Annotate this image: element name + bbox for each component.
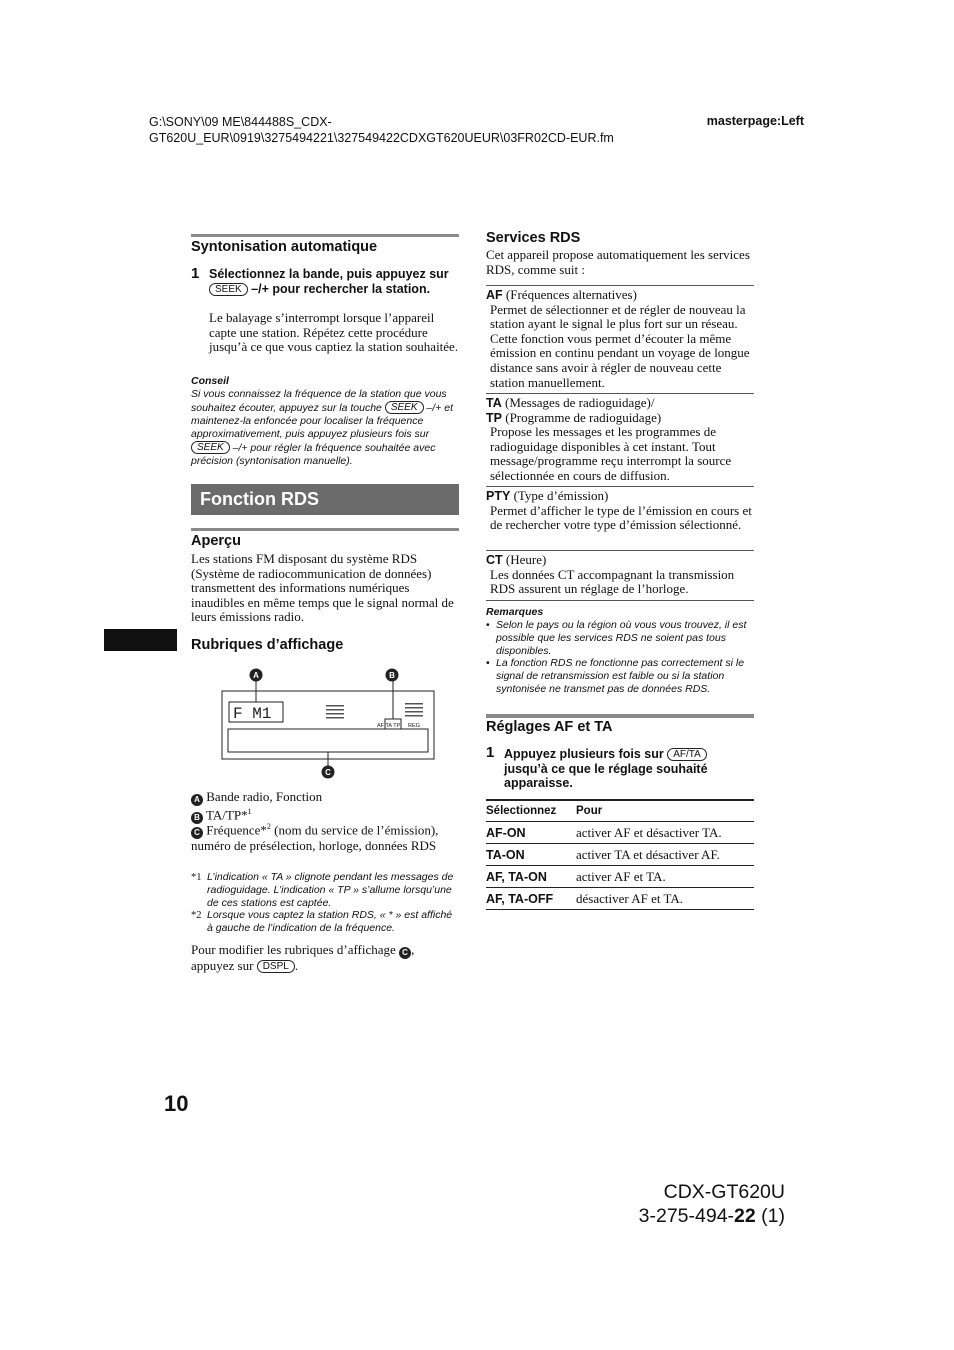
footnote-1-mark: *1 bbox=[191, 872, 202, 883]
service-label-pty: (Type d’émission) bbox=[510, 488, 609, 503]
footnote-2-text: Lorsque vous captez la station RDS, « * » est affiché à gauche de l’indication de la fréquence. bbox=[207, 909, 453, 934]
footnote-2 bbox=[191, 909, 459, 935]
legend-text-a: Bande radio, Fonction bbox=[206, 789, 323, 804]
modify-text-1: Pour modifier les rubriques d’affichage bbox=[191, 942, 396, 957]
modify-text-2: , appuyez sur bbox=[191, 942, 415, 973]
step-text-a: Sélectionnez la bande, puis appuyez sur bbox=[209, 267, 449, 281]
afta-step-text-a: Appuyez plusieurs fois sur bbox=[504, 747, 664, 761]
legend-marker-b: B bbox=[191, 812, 203, 824]
remark-item: • La fonction RDS ne fonctionne pas correctement si le signal de retransmission est faible ou si la station syntonisée ne transmet pas de données RDS. bbox=[486, 657, 754, 696]
legend-marker-a: A bbox=[191, 794, 203, 806]
tip-title: Conseil bbox=[191, 375, 229, 387]
service-item-af bbox=[486, 288, 754, 390]
callout-c-letter: C bbox=[325, 768, 331, 777]
masterpage-label: masterpage:Left bbox=[706, 114, 804, 128]
step-number: 1 bbox=[486, 744, 495, 761]
afta-step-text-b: jusqu’à ce que le réglage souhaité apparaisse. bbox=[504, 761, 708, 790]
remarks-title: Remarques bbox=[486, 606, 544, 618]
display-frame bbox=[222, 691, 434, 759]
af-ta-tp-indicator: AF TA TP bbox=[377, 723, 401, 729]
table-header-row bbox=[486, 800, 754, 822]
tip-text-1: Si vous connaissez la fréquence de la station que vous souhaitez écouter, appuyez sur la touche bbox=[191, 388, 447, 414]
display-band-text: F M1 bbox=[233, 705, 272, 723]
service-desc-ta-tp: Propose les messages et les programmes de radioguidage disponibles à cet instant. Tout message/programme reçu interrompt la source sélectionnée en cours de diffusion. bbox=[490, 424, 732, 483]
table-cell-effect: activer AF et TA. bbox=[576, 866, 754, 888]
afta-step-instruction bbox=[504, 747, 754, 791]
service-label-tp: (Programme de radioguidage) bbox=[501, 409, 662, 425]
display-heading: Rubriques d’affichage bbox=[191, 637, 344, 653]
service-divider bbox=[486, 550, 754, 551]
legend-text-b: TA/TP* bbox=[206, 807, 248, 823]
service-item-ta-tp bbox=[486, 396, 754, 484]
table-cell-setting: AF, TA-OFF bbox=[486, 888, 576, 910]
model-code bbox=[639, 1204, 785, 1228]
step-instruction bbox=[209, 267, 459, 296]
legend-item-c bbox=[191, 820, 459, 854]
display-text-area bbox=[228, 729, 428, 752]
tip-text-3: –/+ pour régler la fréquence souhaitée avec précision (syntonisation manuelle). bbox=[191, 442, 436, 467]
callout-a-letter: A bbox=[253, 671, 259, 680]
step-number: 1 bbox=[191, 265, 200, 282]
legend-sup-c: 2 bbox=[266, 822, 271, 831]
service-key-ta: TA bbox=[486, 396, 502, 410]
service-key-tp: TP bbox=[486, 410, 502, 425]
remark-text-2: La fonction RDS ne fonctionne pas correctement si le signal de retransmission est faible ou si la station syntonisée ne transmet pas de données RDS. bbox=[496, 657, 745, 695]
step-body: Le balayage s’interrompt lorsque l’appareil capte une station. Répétez cette procédure jusqu’à ce que vous captiez la station souhaitée. bbox=[209, 310, 459, 355]
legend-item-a bbox=[191, 790, 459, 806]
service-key-af: AF bbox=[486, 288, 503, 302]
section-rule bbox=[191, 234, 459, 237]
seek-button-label: SEEK bbox=[209, 283, 248, 296]
footnote-2-mark: *2 bbox=[191, 910, 202, 921]
service-desc-af: Permet de sélectionner et de régler de nouveau la station ayant le signal le plus fort sur un réseau. Cette fonction vous permet d’écouter la même émission en continu pendant un voyage de longue distance sans avoir à régler de nouveau cette station manuellement. bbox=[490, 301, 750, 390]
reg-indicator: REG bbox=[408, 723, 420, 729]
service-item-pty bbox=[486, 489, 754, 533]
footnote-1 bbox=[191, 871, 459, 910]
service-divider bbox=[486, 486, 754, 487]
tip-text-2: –/+ et maintenez-la enfoncée pour localiser la fréquence approximativement, puis appuyez plusieurs fois sur bbox=[191, 402, 453, 440]
afta-table-wrap bbox=[486, 799, 754, 910]
table-cell-effect: activer AF et désactiver TA. bbox=[576, 822, 754, 844]
table-row bbox=[486, 888, 754, 910]
rds-services-heading: Services RDS bbox=[486, 230, 581, 246]
legend-text-c1: Fréquence* bbox=[206, 822, 267, 838]
service-label-af: (Fréquences alternatives) bbox=[502, 287, 637, 302]
file-path-line-2: GT620U_EUR\0919\3275494221\327549422CDXGT620UEUR\03FR02CD-EUR.fm bbox=[149, 131, 614, 145]
rds-intro: Cet appareil propose automatiquement les services RDS, comme suit : bbox=[486, 247, 750, 277]
seek-button-label: SEEK bbox=[385, 401, 424, 414]
service-divider bbox=[486, 600, 754, 601]
seek-button-label: SEEK bbox=[191, 441, 230, 454]
model-code-prefix: 3-275-494- bbox=[638, 1205, 735, 1227]
table-header-for: Pour bbox=[576, 800, 754, 822]
afta-table bbox=[486, 799, 754, 910]
table-header-select: Sélectionnez bbox=[486, 800, 576, 822]
remark-text-1: Selon le pays ou la région où vous vous trouvez, il est possible que les services RDS ne soient pas tous disponibles. bbox=[496, 619, 747, 657]
model-code-suffix: (1) bbox=[755, 1205, 785, 1227]
service-divider bbox=[486, 285, 754, 286]
page-number: 10 bbox=[164, 1091, 189, 1116]
segment-block-right bbox=[405, 703, 423, 717]
segment-block-left bbox=[326, 705, 344, 719]
section-rule bbox=[486, 714, 754, 718]
table-cell-setting: AF-ON bbox=[486, 822, 576, 844]
section-banner: Fonction RDS bbox=[191, 484, 459, 515]
legend-sup-b: 1 bbox=[247, 807, 252, 816]
step-text-b: –/+ pour rechercher la station. bbox=[251, 281, 431, 296]
file-path bbox=[149, 114, 669, 146]
table-cell-effect: activer TA et désactiver AF. bbox=[576, 844, 754, 866]
service-divider bbox=[486, 393, 754, 394]
footnote-1-text: L’indication « TA » clignote pendant les messages de radioguidage. L’indication « TP » s’allume lorsqu’une de ces stations est captée. bbox=[207, 871, 454, 909]
model-code-bold: 22 bbox=[734, 1205, 756, 1227]
model-block bbox=[639, 1180, 785, 1228]
service-item-ct bbox=[486, 553, 754, 597]
overview-heading: Aperçu bbox=[191, 533, 241, 549]
table-cell-setting: TA-ON bbox=[486, 844, 576, 866]
legend-text-c2: (nom du service de l’émission), numéro de présélection, horloge, données RDS bbox=[191, 822, 439, 854]
service-key-pty: PTY bbox=[486, 489, 511, 503]
service-label-ct: (Heure) bbox=[502, 552, 547, 567]
service-label-ta: (Messages de radioguidage)/ bbox=[501, 395, 655, 410]
tip-text bbox=[191, 388, 459, 468]
modify-instruction: Pour modifier les rubriques d’affichage C , appuyez sur DSPL . bbox=[191, 942, 415, 973]
table-row bbox=[486, 822, 754, 844]
legend-marker-c: C bbox=[191, 827, 203, 839]
service-desc-pty: Permet d’afficher le type de l’émission en cours et de rechercher votre type d’émission sélectionné. bbox=[490, 502, 752, 533]
dspl-button-label: DSPL bbox=[257, 960, 295, 973]
tuning-heading: Syntonisation automatique bbox=[191, 239, 378, 255]
overview-body: Les stations FM disposant du système RDS (Système de radiocommunication de données) transmettent des informations numériques inaudibles en même temps que le signal normal de leurs émissions radio. bbox=[191, 551, 454, 625]
file-path-line-1: G:\SONY\09 ME\844488S_CDX- bbox=[149, 115, 332, 129]
table-cell-setting: AF, TA-ON bbox=[486, 866, 576, 888]
table-row bbox=[486, 866, 754, 888]
model-name: CDX-GT620U bbox=[663, 1181, 785, 1203]
modify-marker-c: C bbox=[399, 947, 411, 959]
af-ta-button-label: AF/TA bbox=[667, 748, 707, 761]
table-row bbox=[486, 844, 754, 866]
table-cell-effect: désactiver AF et TA. bbox=[576, 888, 754, 910]
service-key-ct: CT bbox=[486, 553, 503, 567]
display-diagram bbox=[220, 665, 440, 780]
afta-heading: Réglages AF et TA bbox=[486, 719, 613, 735]
service-desc-ct: Les données CT accompagnant la transmission RDS assurent un réglage de l’horloge. bbox=[490, 566, 735, 597]
callout-b-letter: B bbox=[389, 671, 395, 680]
remark-item: • Selon le pays ou la région où vous vous trouvez, il est possible que les services RDS ne soient pas tous disponibles. bbox=[486, 619, 754, 658]
section-rule bbox=[191, 528, 459, 531]
side-tab-marker bbox=[104, 629, 177, 651]
